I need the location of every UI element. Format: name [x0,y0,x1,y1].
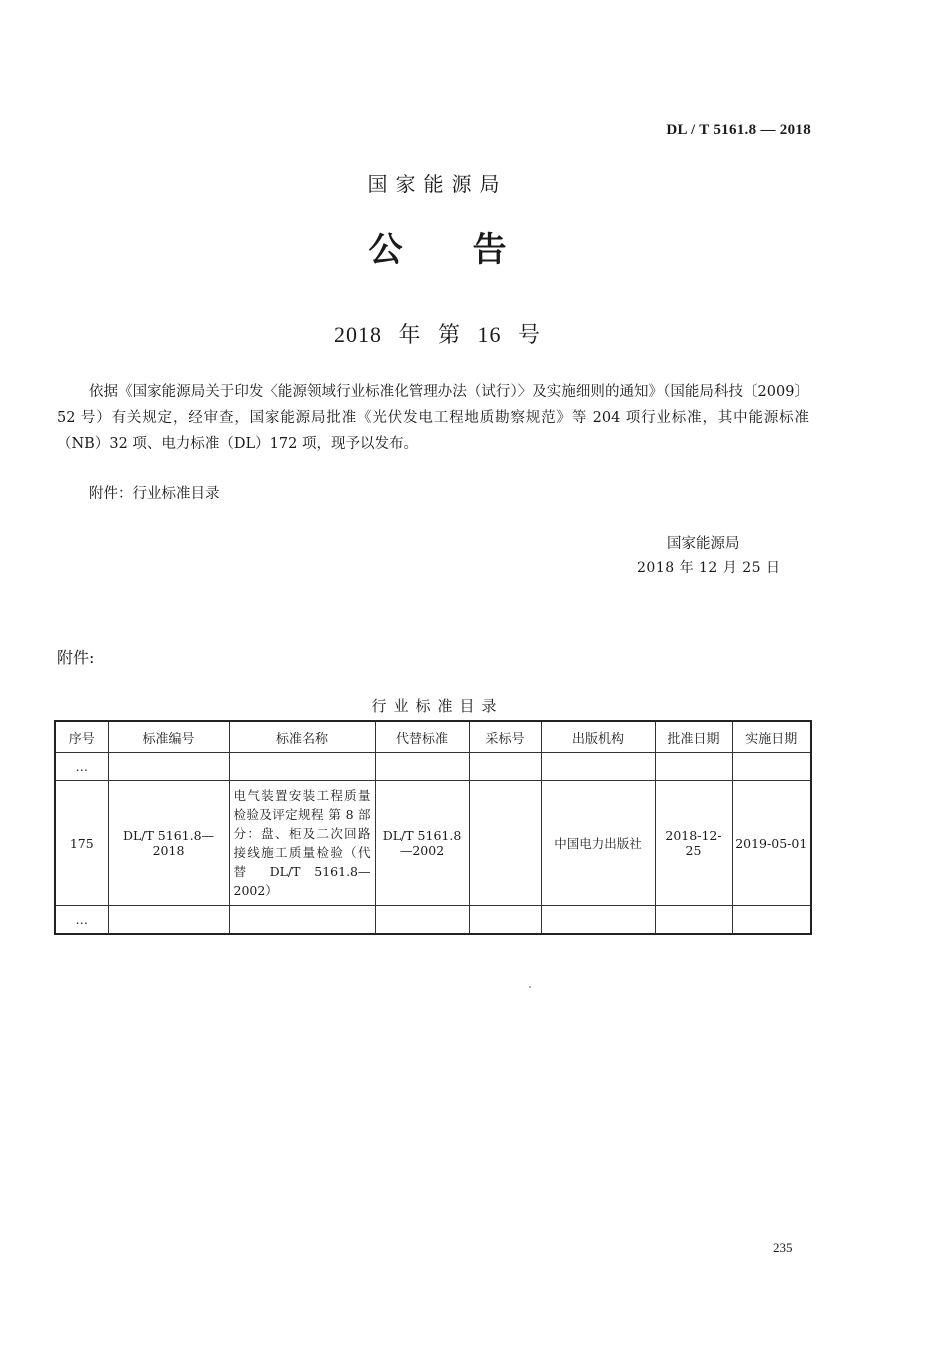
attachment-line: 附件：行业标准目录 [89,486,220,502]
page-number: 235 [773,1240,793,1255]
cell-effective-date: 2019-05-01 [732,781,811,906]
cell-replaces [375,753,469,781]
notice-title: 公告 [368,230,577,270]
notice-body: 依据《国家能源局关于印发〈能源领域行业标准化管理办法（试行）〉及实施细则的通知》（国能局科技〔2009〕52 号）有关规定，经审查，国家能源局批准《光伏发电工程地质勘察规范》等 204 项行业标准，其中能源标准（NB）32 项、电力标准（DL）172 项，现予以发布。 [57,384,809,452]
attachment-heading: 附件: [57,648,95,667]
table-header-row [55,721,811,753]
cell-code [108,753,229,781]
cell-seq: 175 [55,781,108,906]
cell-adopt [469,753,541,781]
issue-number: 2018 年 第 16 号 [333,322,541,347]
cell-effective-date [732,906,811,935]
table-row [55,753,811,781]
cell-adopt [469,781,541,906]
table-row [55,906,811,935]
cell-effective-date [732,753,811,781]
sign-date: 2018 年 12 月 25 日 [637,560,781,576]
col-header-approve-date: 批准日期 [655,721,732,753]
issuing-agency: 国家能源局 [367,172,508,196]
col-header-seq: 序号 [55,721,108,753]
standard-code: DL / T 5161.8 — 2018 [666,122,811,138]
cell-name: 电气装置安装工程质量检验及评定规程 第 8 部分：盘、柜及二次回路接线施工质量检验（代替 DL/T 5161.8—2002） [229,781,375,906]
table-row [55,781,811,906]
cell-publisher: 中国电力出版社 [541,781,655,906]
cell-seq: … [55,906,108,935]
cell-code: DL/T 5161.8—2018 [108,781,229,906]
cell-code [108,906,229,935]
cell-name [229,906,375,935]
scan-speck [529,986,531,988]
standards-table [54,720,812,935]
cell-publisher [541,753,655,781]
cell-name [229,753,375,781]
col-header-name: 标准名称 [229,721,375,753]
col-header-publisher: 出版机构 [541,721,655,753]
col-header-adopt: 采标号 [469,721,541,753]
cell-seq: … [55,753,108,781]
cell-approve-date [655,906,732,935]
cell-approve-date [655,753,732,781]
cell-replaces: DL/T 5161.8—2002 [375,781,469,906]
col-header-effective-date: 实施日期 [732,721,811,753]
signer: 国家能源局 [667,536,740,552]
table-title: 行业标准目录 [371,697,504,715]
col-header-code: 标准编号 [108,721,229,753]
cell-approve-date: 2018-12-25 [655,781,732,906]
cell-replaces [375,906,469,935]
col-header-replaces: 代替标准 [375,721,469,753]
cell-adopt [469,906,541,935]
cell-publisher [541,906,655,935]
